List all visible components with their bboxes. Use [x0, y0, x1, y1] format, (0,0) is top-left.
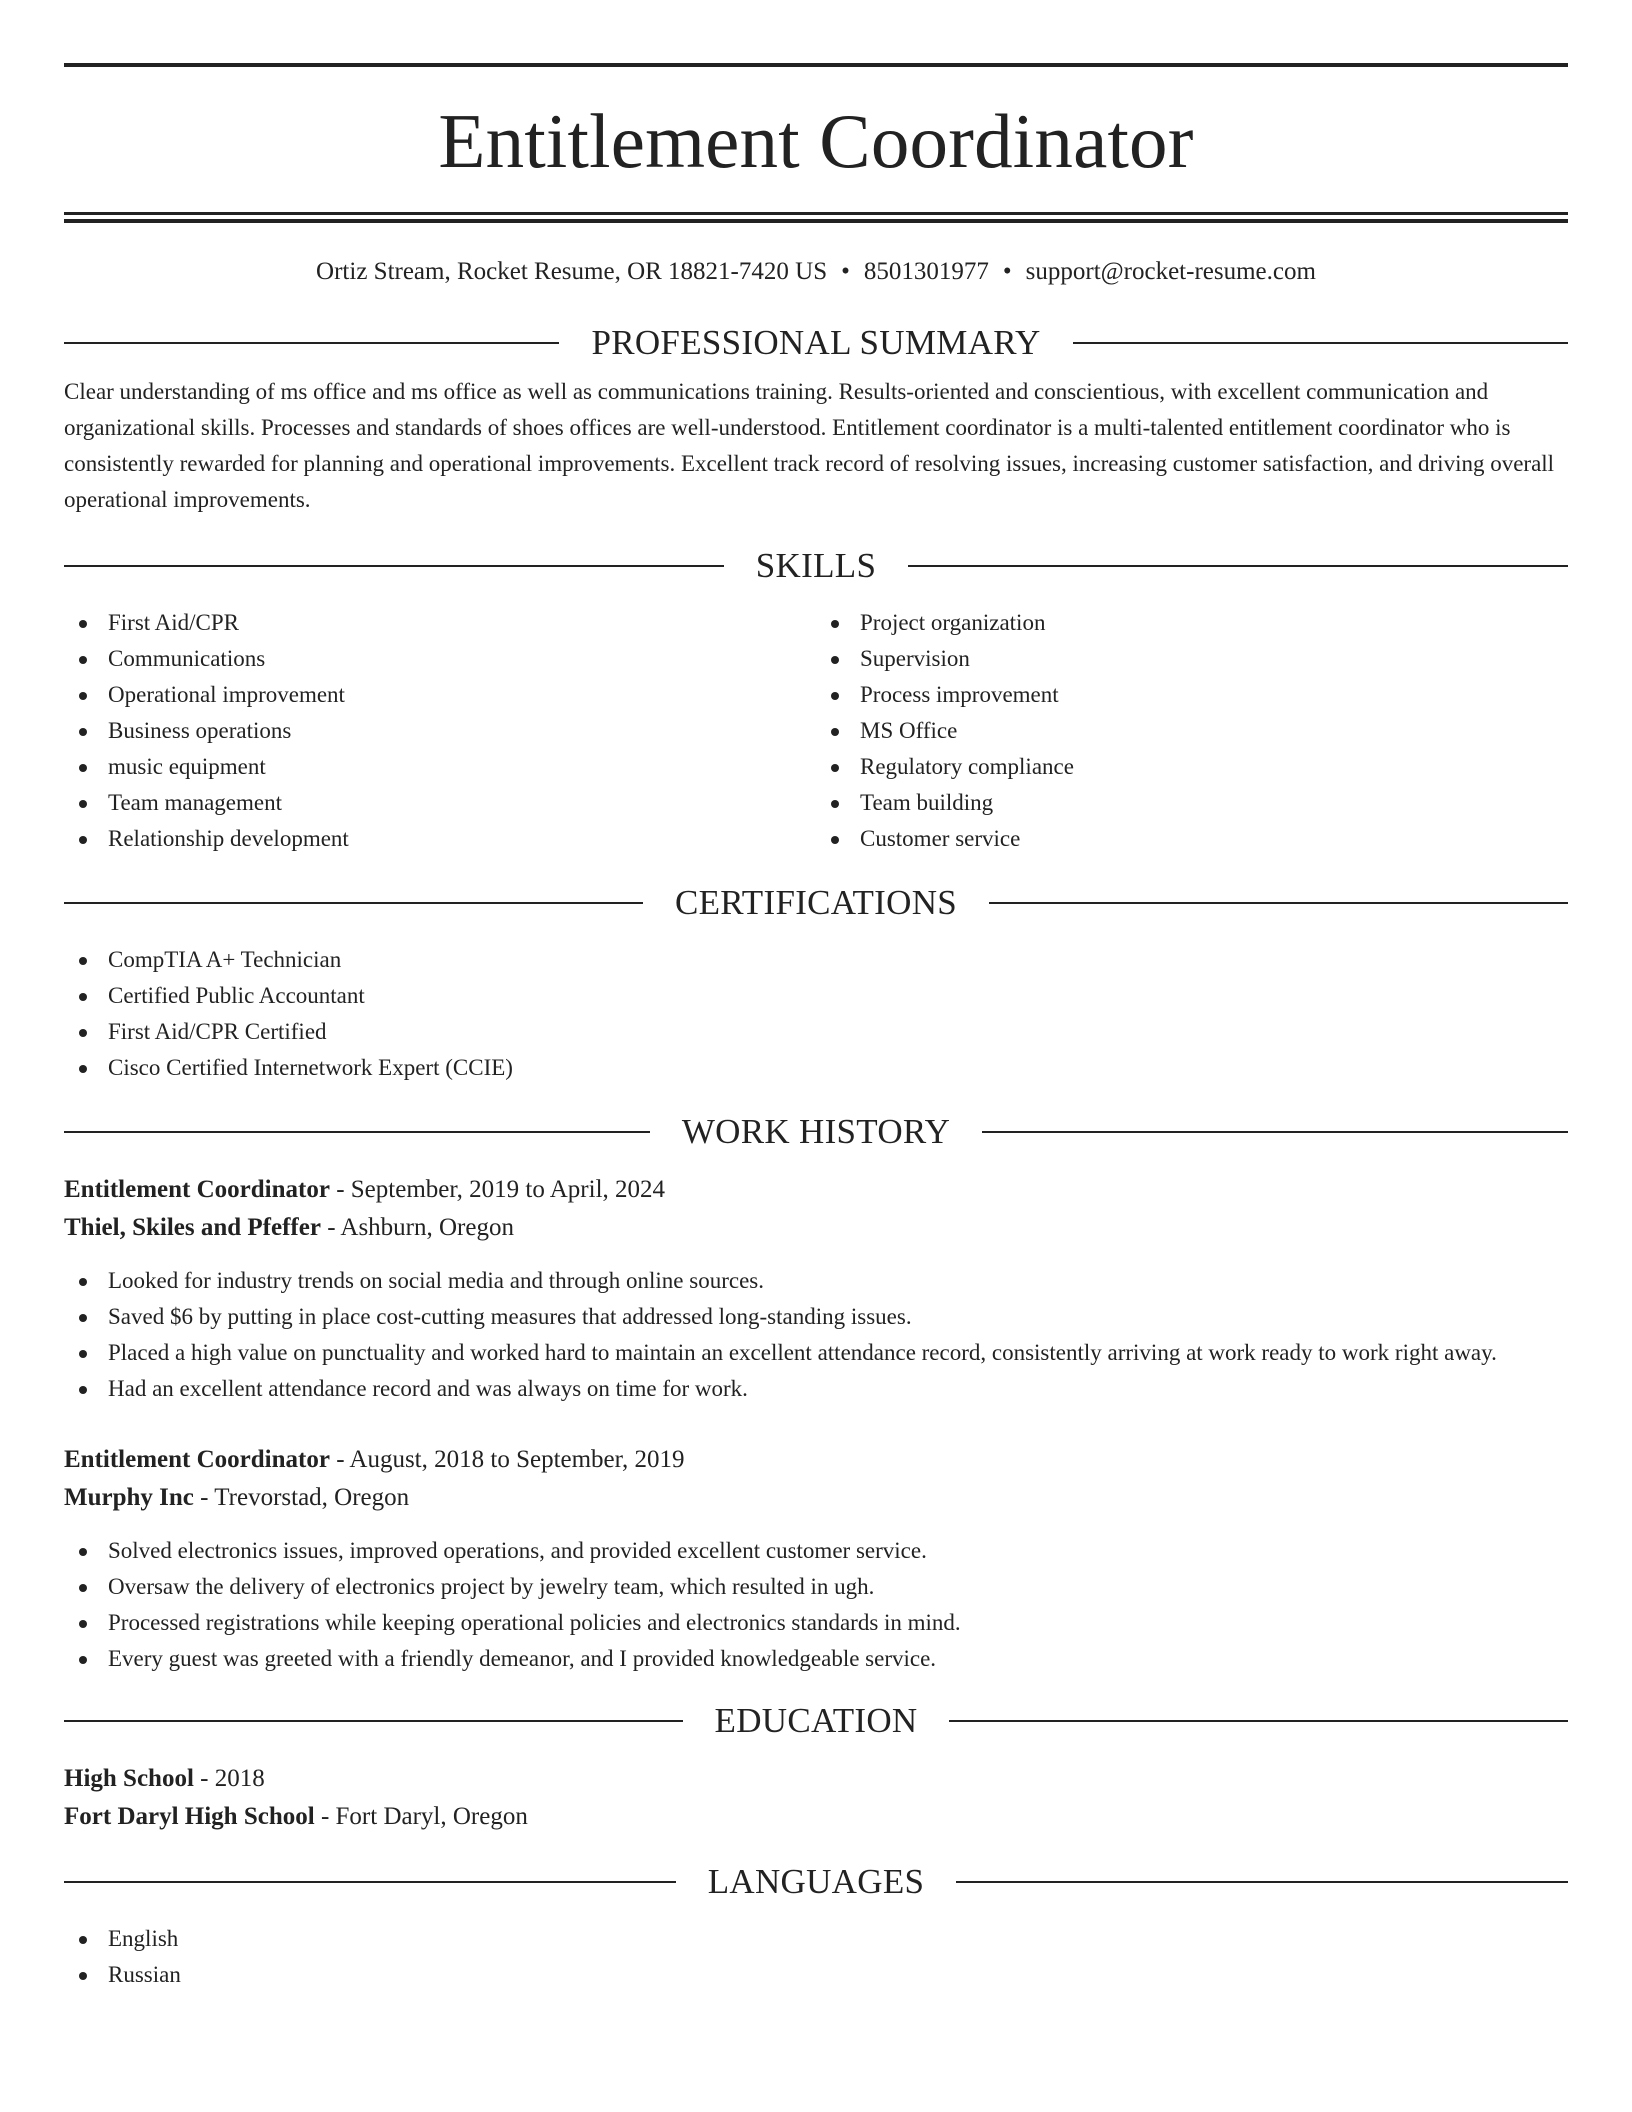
heading-rule-left — [64, 902, 643, 904]
education-school: Fort Daryl High School — [64, 1803, 315, 1830]
skill-item: Operational improvement — [64, 677, 816, 713]
summary-text: Clear understanding of ms office and ms office as well as communications training. Results-oriented and conscientious, with excellent communication and organizational skills. Processes and standards of shoes offices are well-understood. Entitlement coordinator is a multi-talented entitlement coordinator who is consistently rewarded for planning and operational improvements. Excellent track record of resolving issues, increasing customer satisfaction, and driving overall operational improvements. — [64, 379, 1555, 512]
contact-separator: • — [841, 258, 850, 285]
heading-rule-left — [64, 1720, 683, 1722]
job-duty: Oversaw the delivery of electronics project by jewelry team, which resulted in ugh. — [64, 1569, 1568, 1605]
certifications-heading-label: CERTIFICATIONS — [674, 883, 958, 922]
heading-rule-right — [989, 902, 1568, 904]
job-duty: Had an excellent attendance record and was always on time for work. — [64, 1371, 1568, 1407]
job-dates: - September, 2019 to April, 2024 — [329, 1176, 666, 1203]
summary-heading-label: PROFESSIONAL SUMMARY — [591, 323, 1041, 362]
job-duty: Solved electronics issues, improved operations, and provided excellent customer service. — [64, 1533, 1568, 1569]
job-title-line — [64, 1171, 1568, 1209]
language-item: English — [64, 1921, 1568, 1957]
skill-item: Supervision — [816, 641, 1568, 677]
job-company: Thiel, Skiles and Pfeffer — [64, 1214, 321, 1241]
contact-line — [64, 257, 1568, 287]
job-duties — [64, 1263, 1568, 1407]
education-school-line — [64, 1798, 1568, 1836]
job-title: Entitlement Coordinator — [64, 1446, 330, 1473]
job-duty: Every guest was greeted with a friendly demeanor, and I provided knowledgeable service. — [64, 1641, 1568, 1677]
contact-phone: 8501301977 — [863, 258, 989, 285]
education-entry — [64, 1760, 1568, 1836]
job-duty: Processed registrations while keeping operational policies and electronics standards in mind. — [64, 1605, 1568, 1641]
education-heading-label: EDUCATION — [714, 1701, 918, 1740]
job-company: Murphy Inc — [64, 1484, 194, 1511]
certification-item: Cisco Certified Internetwork Expert (CCIE) — [64, 1050, 1568, 1086]
heading-rule-right — [982, 1131, 1568, 1133]
education-location: - Fort Daryl, Oregon — [314, 1803, 528, 1830]
certification-item: CompTIA A+ Technician — [64, 942, 1568, 978]
heading-rule-right — [956, 1881, 1568, 1883]
contact-email: support@rocket-resume.com — [1025, 258, 1316, 285]
skills-list — [64, 605, 1568, 857]
contact-address: Ortiz Stream, Rocket Resume, OR 18821-7420 US — [316, 258, 828, 285]
job-title-line — [64, 1441, 1568, 1479]
education-year: - 2018 — [193, 1765, 265, 1792]
work-history-heading — [64, 1114, 1568, 1149]
languages-heading — [64, 1864, 1568, 1899]
languages-list — [64, 1921, 1568, 1993]
heading-rule-left — [64, 342, 559, 344]
skill-item: Team management — [64, 785, 816, 821]
job-location: - Ashburn, Oregon — [320, 1214, 514, 1241]
heading-rule-left — [64, 1881, 676, 1883]
skill-item: First Aid/CPR — [64, 605, 816, 641]
job-duties — [64, 1533, 1568, 1677]
skill-item: Customer service — [816, 821, 1568, 857]
skill-item: Regulatory compliance — [816, 749, 1568, 785]
job-company-line — [64, 1209, 1568, 1247]
skill-item: MS Office — [816, 713, 1568, 749]
heading-rule-right — [908, 565, 1568, 567]
skills-heading — [64, 548, 1568, 583]
languages-heading-label: LANGUAGES — [707, 1862, 925, 1901]
work-history-heading-label: WORK HISTORY — [681, 1112, 951, 1151]
education-degree: High School — [64, 1765, 194, 1792]
certification-item: First Aid/CPR Certified — [64, 1014, 1568, 1050]
heading-rule-right — [949, 1720, 1568, 1722]
heading-rule-left — [64, 565, 724, 567]
skills-column-right — [816, 605, 1568, 857]
header-top-rule — [64, 63, 1568, 67]
education-heading — [64, 1703, 1568, 1738]
summary-heading — [64, 325, 1568, 360]
education-degree-line — [64, 1760, 1568, 1798]
work-entry — [64, 1441, 1568, 1677]
job-duty: Placed a high value on punctuality and worked hard to maintain an excellent attendance record, consistently arriving at work ready to work right away. — [64, 1335, 1568, 1371]
job-duty: Saved $6 by putting in place cost-cutting measures that addressed long-standing issues. — [64, 1299, 1568, 1335]
job-duty: Looked for industry trends on social media and through online sources. — [64, 1263, 1568, 1299]
certification-item: Certified Public Accountant — [64, 978, 1568, 1014]
skills-column-left — [64, 605, 816, 857]
skill-item: Communications — [64, 641, 816, 677]
skills-heading-label: SKILLS — [755, 546, 877, 585]
skill-item: music equipment — [64, 749, 816, 785]
work-entry — [64, 1171, 1568, 1407]
skill-item: Team building — [816, 785, 1568, 821]
header-double-rule — [64, 212, 1568, 223]
job-location: - Trevorstad, Oregon — [193, 1484, 410, 1511]
certifications-heading — [64, 885, 1568, 920]
job-company-line — [64, 1479, 1568, 1517]
language-item: Russian — [64, 1957, 1568, 1993]
job-title: Entitlement Coordinator — [64, 1176, 330, 1203]
skill-item: Process improvement — [816, 677, 1568, 713]
contact-separator: • — [1002, 258, 1012, 285]
skill-item: Business operations — [64, 713, 816, 749]
heading-rule-right — [1073, 342, 1568, 344]
skill-item: Relationship development — [64, 821, 816, 857]
job-dates: - August, 2018 to September, 2019 — [329, 1446, 685, 1473]
heading-rule-left — [64, 1131, 650, 1133]
certifications-list — [64, 942, 1568, 1086]
skill-item: Project organization — [816, 605, 1568, 641]
resume-title: Entitlement Coordinator — [438, 98, 1194, 184]
